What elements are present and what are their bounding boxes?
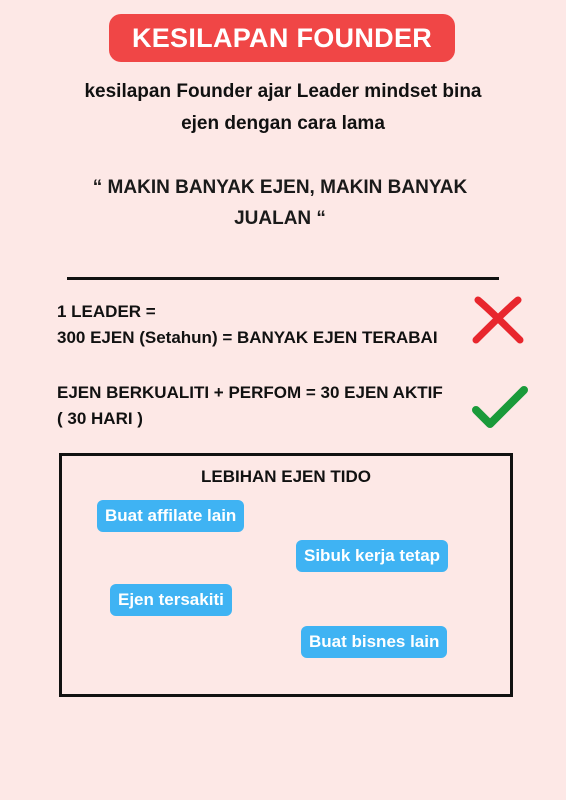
check-icon (472, 384, 528, 430)
statement-wrong (57, 299, 438, 351)
subtitle (40, 76, 526, 140)
quote (70, 172, 490, 234)
statement-wrong-line-1: 1 LEADER = (57, 302, 156, 321)
statement-right-line-2: ( 30 HARI ) (57, 409, 143, 428)
quote-line-2: JUALAN “ (234, 208, 326, 229)
statement-right (57, 380, 443, 432)
subtitle-line-1: kesilapan Founder ajar Leader mindset bina (84, 81, 482, 102)
quote-line-1: “ MAKIN BANYAK EJEN, MAKIN BANYAK (92, 177, 468, 198)
reason-tag: Sibuk kerja tetap (296, 540, 448, 572)
reason-tag: Buat affilate lain (97, 500, 244, 532)
box-title: LEBIHAN EJEN TIDO (200, 467, 372, 486)
divider (67, 277, 499, 280)
reasons-box (59, 453, 513, 697)
reason-tag: Buat bisnes lain (301, 626, 447, 658)
cross-icon (470, 296, 526, 344)
statement-wrong-line-2: 300 EJEN (Setahun) = BANYAK EJEN TERABAI (57, 328, 438, 347)
subtitle-line-2: ejen dengan cara lama (181, 113, 385, 134)
page-title: KESILAPAN FOUNDER (131, 22, 433, 53)
title-banner (109, 14, 455, 62)
reason-tag: Ejen tersakiti (110, 584, 232, 616)
statement-right-line-1: EJEN BERKUALITI + PERFOM = 30 EJEN AKTIF (57, 383, 443, 402)
